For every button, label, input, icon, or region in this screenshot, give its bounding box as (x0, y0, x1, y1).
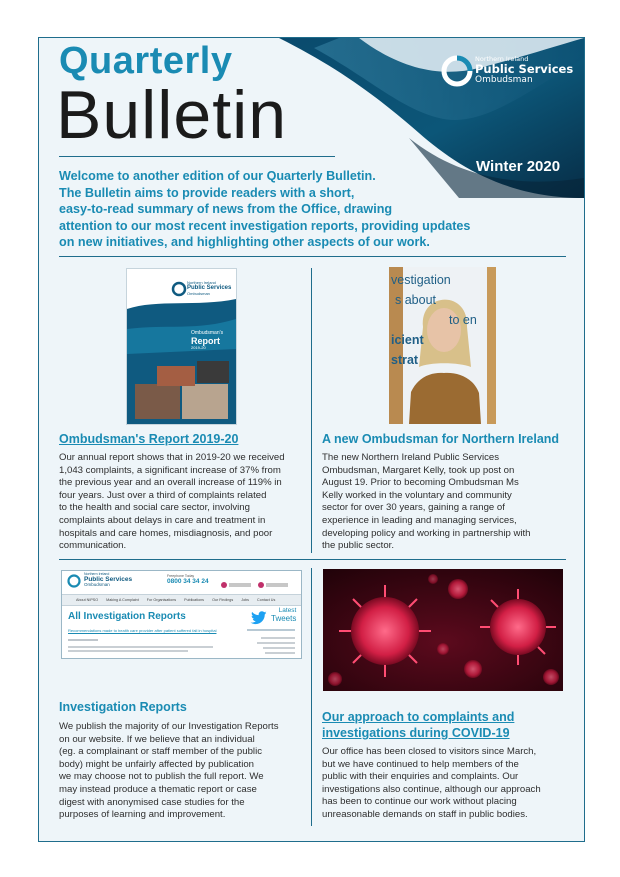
covid-line: public with their enquiries and complaints. Our (322, 771, 519, 783)
report-line: complaints about delays in care and treatment in (59, 514, 266, 526)
cover-title: Report (191, 335, 220, 346)
portrait-backdrop-text: icient (391, 333, 424, 347)
cover-year: 2019-20 (191, 345, 206, 351)
cover-logo-line-1: Northern Ireland (187, 280, 216, 285)
covid-heading[interactable] (322, 709, 514, 741)
web-tweets: Tweets (271, 613, 297, 623)
investigation-line: we may choose not to publish the full report. We (59, 771, 264, 783)
web-nav-item[interactable]: About NIPSO (76, 598, 99, 602)
intro-line: The Bulletin aims to provide readers with a short, (59, 185, 355, 200)
report-line: Our annual report shows that in 2019-20 we received (59, 452, 285, 463)
investigation-line: (eg. a complainant or staff member of the public (59, 746, 262, 758)
web-nav-item[interactable]: Jobs (241, 598, 250, 602)
coronavirus-graphic (323, 569, 563, 691)
investigation-line: digest with anonymised case studies for the (59, 796, 245, 808)
bulletin-title-line1: Quarterly (59, 40, 233, 82)
web-phone: 0800 34 34 24 (167, 578, 209, 586)
web-tweets-small: Latest (278, 607, 297, 614)
bulletin-title-line2: Bulletin (56, 77, 288, 153)
web-logo-line-1: Northern Ireland (84, 572, 110, 576)
web-nav-item[interactable]: Making A Complaint (106, 598, 139, 602)
report-heading[interactable]: Ombudsman's Report 2019-20 (59, 432, 239, 446)
web-logo-line-2: Public Services (84, 575, 133, 583)
portrait-backdrop-text: vestigation (391, 273, 451, 287)
bulletin-page (38, 37, 585, 842)
web-tweet-placeholder (247, 629, 297, 655)
web-page-title: All Investigation Reports (68, 611, 186, 622)
web-nav-item[interactable]: Contact Us (257, 598, 276, 602)
portrait-backdrop-text: strat (391, 353, 419, 367)
new-ombudsman-line: experience in leading and managing services, (322, 514, 517, 526)
intro-line: on new initiatives, and highlighting other aspects of our work. (59, 235, 430, 249)
new-ombudsman-line: the public sector. (322, 540, 394, 552)
column-divider-bottom (311, 568, 312, 826)
cover-logo-line-3: Ombudsman (187, 290, 210, 296)
investigation-line: may instead produce a thematic report or case (59, 783, 257, 795)
web-nav-item[interactable]: For Organisations (146, 598, 177, 602)
covid-heading-line: investigations during COVID-19 (322, 726, 510, 740)
web-nav-bar (62, 594, 301, 606)
web-report-link[interactable]: Recommendations made to health care provider after patient suffered fall in hospital (68, 628, 217, 633)
new-ombudsman-body (322, 452, 531, 553)
web-partner-logos (220, 576, 295, 590)
covid-line: has been to continue our work without placing (322, 796, 517, 808)
new-ombudsman-line: August 19. Prior to becoming Ombudsman Ms (322, 477, 519, 489)
cover-title-small: Ombudsman's (191, 330, 224, 336)
new-ombudsman-line: developing policy and working in partnership with (322, 527, 531, 539)
column-divider-top (311, 268, 312, 553)
intro-paragraph (59, 168, 489, 251)
edition-season: Winter 2020 (476, 158, 561, 175)
ombudsman-portrait-photo (389, 267, 496, 424)
investigation-line: We publish the majority of our Investigation Reports (59, 721, 279, 732)
investigation-body (59, 721, 279, 822)
web-logo-line-3: Ombudsman (84, 582, 110, 588)
web-phone-label: Freephone Today (167, 574, 195, 578)
covid-line: Our office has been closed to visitors since March, (322, 746, 537, 757)
new-ombudsman-line: Ombudsman, Margaret Kelly, took up post on (322, 464, 515, 476)
new-ombudsman-heading[interactable]: A new Ombudsman for Northern Ireland (322, 432, 560, 446)
covid-line: but we have continued to help members of the (322, 758, 519, 770)
ombudsman-logo-icon (441, 55, 473, 87)
investigation-line: on our website. If we believe that an individual (59, 733, 255, 745)
report-line: to the health and social care sector, involving (59, 502, 250, 514)
portrait-backdrop-text: s about (395, 293, 437, 307)
investigation-heading[interactable]: Investigation Reports (59, 700, 187, 714)
covid-line: investigations also continue, although our approach (322, 783, 541, 795)
cover-logo-line-2: Public Services (187, 285, 232, 292)
website-logo-icon (67, 574, 81, 588)
intro-line: Welcome to another edition of our Quarterly Bulletin. (59, 169, 376, 183)
report-line: four years. Just over a third of complaints related (59, 489, 267, 501)
report-body (59, 452, 285, 553)
logo-line-3: Ombudsman (475, 74, 533, 85)
web-nav-item[interactable]: Publications (184, 598, 205, 602)
logo-line-1: Northern Ireland (475, 55, 529, 63)
covid-line: unreasonable demands on staff in public bodies. (322, 808, 528, 820)
new-ombudsman-line: sector for over 30 years, gaining a range of (322, 502, 505, 514)
report-line: 1,043 complaints, a significant increase of 37% from (59, 464, 281, 476)
title-divider (59, 156, 335, 157)
row-divider (59, 559, 566, 560)
intro-line: attention to our most recent investigation reports, providing updates (59, 218, 471, 233)
new-ombudsman-line: Kelly worked in the voluntary and community (322, 489, 512, 501)
logo-line-2: Public Services (475, 62, 574, 77)
investigation-line: purposes of learning and improvement. (59, 809, 226, 821)
web-nav-item[interactable]: Our Findings (212, 598, 234, 602)
portrait-backdrop-text: to en (449, 313, 477, 327)
report-line: hospitals and care homes, misdiagnosis, and poor (59, 527, 273, 539)
annual-report-cover-image (126, 268, 237, 425)
ombudsman-logo-text (475, 56, 573, 86)
investigation-line: body) might be unfairly affected by publication (59, 758, 255, 770)
intro-line: easy-to-read summary of news from the Office, drawing (59, 202, 393, 216)
new-ombudsman-line: The new Northern Ireland Public Services (322, 452, 500, 463)
website-screenshot (61, 570, 302, 659)
web-text-placeholder (68, 639, 218, 656)
coronavirus-image (323, 569, 563, 691)
covid-heading-line: Our approach to complaints and (322, 710, 515, 724)
twitter-icon (250, 611, 268, 625)
intro-divider (59, 256, 566, 257)
report-line: communication. (59, 540, 127, 552)
covid-body (322, 746, 541, 822)
report-line: the previous year and an overall increase of 119% in (59, 477, 282, 489)
